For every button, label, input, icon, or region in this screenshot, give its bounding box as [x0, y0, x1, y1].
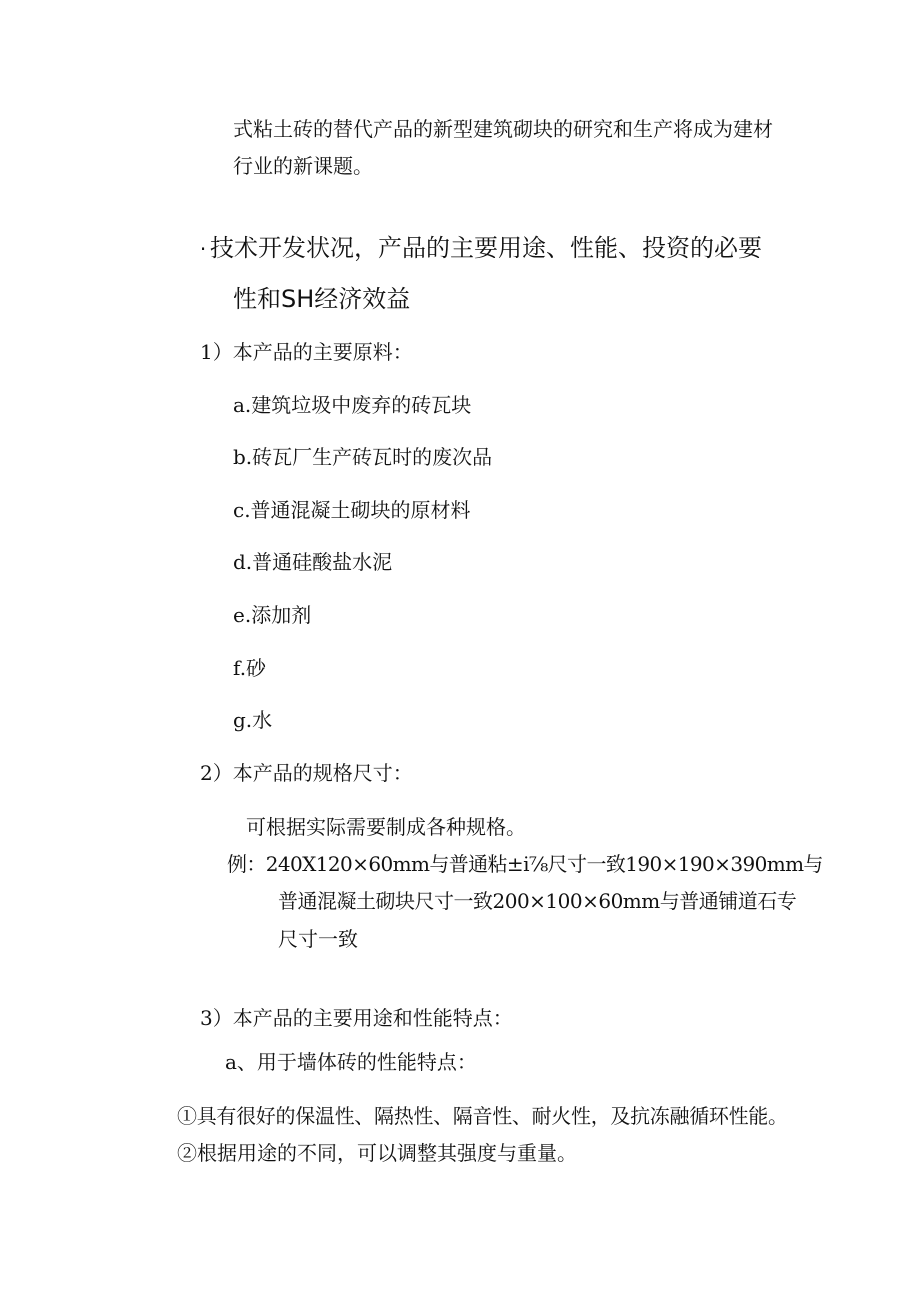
feature-point: ②根据用途的不同，可以调整其强度与重量。 [177, 1141, 577, 1165]
item2-description: 可根据实际需要制成各种规格。 [246, 815, 526, 839]
section-heading-line-1 [196, 236, 762, 260]
material-item: g.水 [233, 708, 273, 732]
section-heading-text-1: 技术开发状况，产品的主要用途、性能、投资的必要 [210, 234, 762, 262]
material-item: a.建筑垃圾中废弃的砖瓦块 [233, 393, 472, 417]
feature-point: ①具有很好的保温性、隔热性、隔音性、耐火性，及抗冻融循环性能。 [177, 1104, 788, 1128]
item2-example-line-2: 普通混凝土砌块尺寸一致200×100×60mm与普通铺道石专 [278, 889, 797, 913]
intro-line-1: 式粘土砖的替代产品的新型建筑砌块的研究和生产将成为建材 [233, 117, 773, 141]
material-item: b.砖瓦厂生产砖瓦时的废次品 [233, 445, 493, 469]
item2-title: 2）本产品的规格尺寸： [200, 761, 413, 785]
section-heading-line-2: 性和SH经济效益 [233, 285, 411, 313]
item2-example-line-3: 尺寸一致 [278, 927, 358, 951]
bullet-icon: · [199, 237, 207, 261]
item3-subtitle: a、用于墙体砖的性能特点： [225, 1050, 477, 1074]
material-item: e.添加剂 [233, 603, 312, 627]
material-item: c.普通混凝土砌块的原材料 [233, 498, 471, 522]
material-item: d.普通硅酸盐水泥 [233, 550, 393, 574]
material-item: f.砂 [233, 656, 267, 680]
item2-example-line-1: 例：240X120×60mm与普通粘±i⅞尺寸一致190×190×390mm与 [227, 852, 823, 876]
item3-title: 3）本产品的主要用途和性能特点： [200, 1006, 513, 1030]
intro-line-2: 行业的新课题。 [233, 154, 373, 178]
item1-title: 1）本产品的主要原料： [200, 340, 413, 364]
